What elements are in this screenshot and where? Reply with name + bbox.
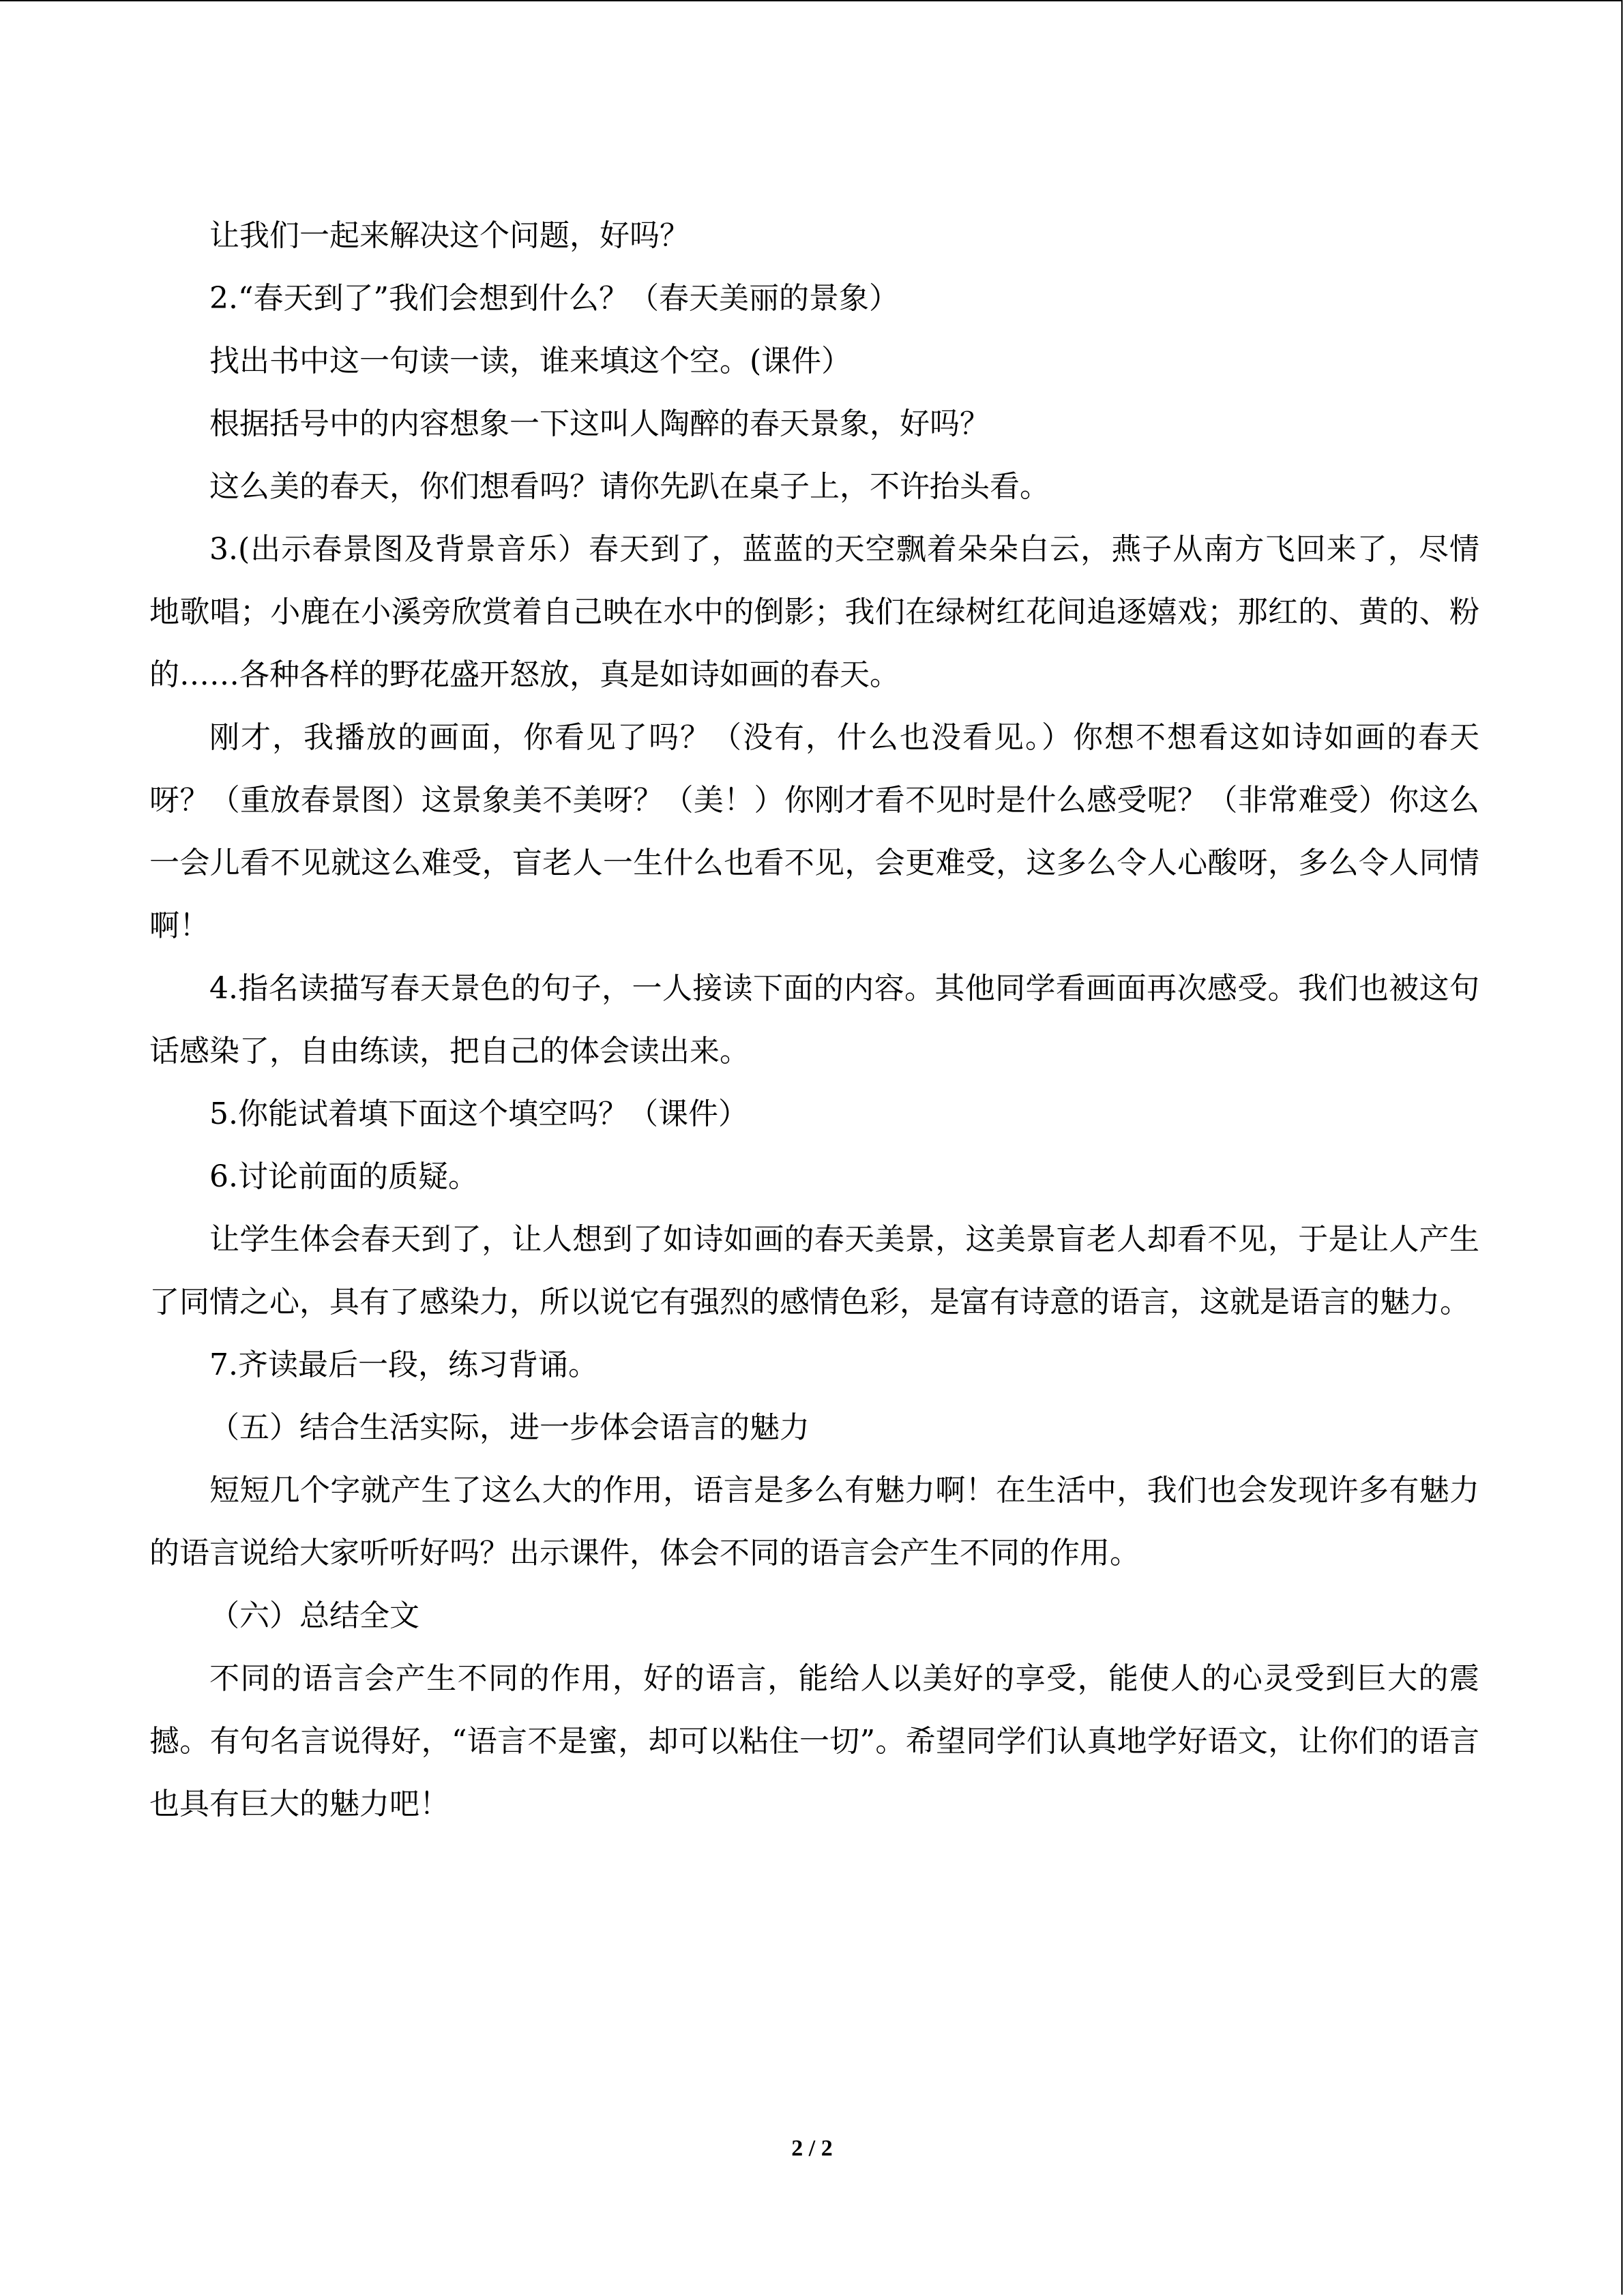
paragraph: 3.(出示春景图及背景音乐）春天到了，蓝蓝的天空飘着朵朵白云，燕子从南方飞回来了，尽情地歌唱；小鹿在小溪旁欣赏着自己映在水中的倒影；我们在绿树红花间追逐嬉戏；那红的、黄的、粉的……各种各样的野花盛开怒放，真是如诗如画的春天。 (149, 532, 1479, 692)
section-heading: （五）结合生活实际，进一步体会语言的魅力 (209, 1410, 810, 1445)
paragraph: 6.讨论前面的质疑。 (209, 1159, 478, 1194)
paragraph: 这么美的春天，你们想看吗？请你先趴在桌子上，不许抬头看。 (209, 469, 1050, 504)
section-heading: （六）总结全文 (209, 1598, 419, 1633)
paragraph: 2.“春天到了”我们会想到什么？（春天美丽的景象） (209, 281, 899, 316)
page-number: 2 / 2 (791, 2136, 833, 2161)
paragraph: 根据括号中的内容想象一下这叫人陶醉的春天景象，好吗？ (209, 406, 990, 441)
paragraph: 4.指名读描写春天景色的句子，一人接读下面的内容。其他同学看画面再次感受。我们也被这句话感染了，自由练读，把自己的体会读出来。 (149, 971, 1479, 1069)
document-body (149, 205, 1479, 1836)
paragraph: 7.齐读最后一段，练习背诵。 (209, 1347, 598, 1382)
paragraph: 刚才，我播放的画面，你看见了吗？（没有，什么也没看见。）你想不想看这如诗如画的春天呀？（重放春景图）这景象美不美呀？（美！）你刚才看不见时是什么感受呢？（非常难受）你这么一会儿看不见就这么难受，盲老人一生什么也看不见，会更难受，这多么令人心酸呀，多么令人同情啊！ (149, 720, 1479, 943)
paragraph: 让我们一起来解决这个问题，好吗？ (209, 218, 690, 253)
paragraph: 让学生体会春天到了，让人想到了如诗如画的春天美景，这美景盲老人却看不见，于是让人产生了同情之心，具有了感染力，所以说它有强烈的感情色彩，是富有诗意的语言，这就是语言的魅力。 (149, 1222, 1479, 1320)
paragraph: 5.你能试着填下面这个填空吗？（课件） (209, 1097, 748, 1131)
paragraph: 不同的语言会产生不同的作用，好的语言，能给人以美好的享受，能使人的心灵受到巨大的震撼。有句名言说得好，“语言不是蜜，却可以粘住一切”。希望同学们认真地学好语文，让你们的语言也具有巨大的魅力吧！ (149, 1661, 1479, 1821)
paragraph: 短短几个字就产生了这么大的作用，语言是多么有魅力啊！在生活中，我们也会发现许多有魅力的语言说给大家听听好吗？出示课件，体会不同的语言会产生不同的作用。 (149, 1473, 1479, 1570)
paragraph: 找出书中这一句读一读，谁来填这个空。(课件） (209, 344, 852, 378)
